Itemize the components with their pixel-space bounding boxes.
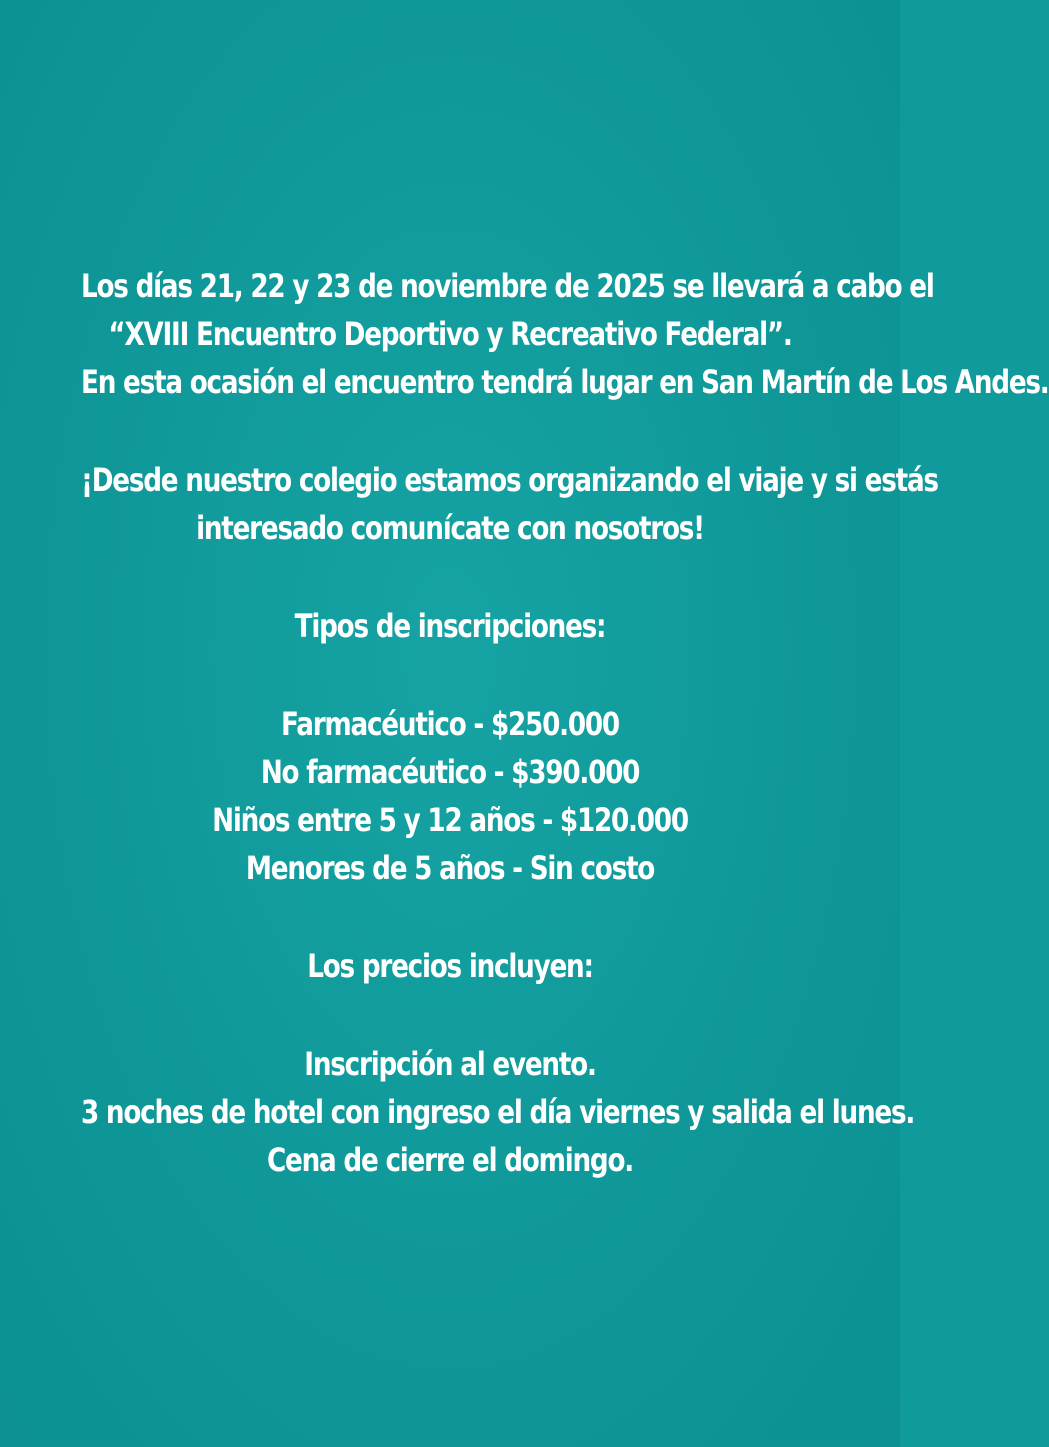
announcement-text: [81, 262, 1049, 1184]
spacer: [81, 990, 819, 1040]
includes-item: Cena de cierre el domingo.: [266, 1141, 634, 1179]
intro-line-1: Los días 21, 22 y 23 de noviembre de 2025 se llevará a cabo el: [81, 267, 934, 305]
intro-line-2: “XVIII Encuentro Deportivo y Recreativo Federal”.: [108, 315, 792, 353]
includes-heading: Los precios incluyen:: [307, 947, 593, 985]
spacer: [81, 650, 819, 700]
includes-item: 3 noches de hotel con ingreso el día viernes y salida el lunes.: [81, 1093, 915, 1131]
invite-line-2: interesado comunícate con nosotros!: [196, 509, 704, 547]
includes-item: Inscripción al evento.: [304, 1045, 596, 1083]
registration-item: Menores de 5 años - Sin costo: [245, 849, 655, 887]
registration-item: Niños entre 5 y 12 años - $120.000: [212, 801, 688, 839]
spacer: [81, 552, 819, 602]
spacer: [81, 406, 819, 456]
registration-item: No farmacéutico - $390.000: [260, 753, 640, 791]
registration-heading: Tipos de inscripciones:: [294, 607, 606, 645]
registration-item: Farmacéutico - $250.000: [281, 705, 619, 743]
spacer: [81, 892, 819, 942]
intro-line-3: En esta ocasión el encuentro tendrá lugar en San Martín de Los Andes.: [81, 363, 1049, 401]
invite-line-1: ¡Desde nuestro colegio estamos organizando el viaje y si estás: [81, 461, 938, 499]
